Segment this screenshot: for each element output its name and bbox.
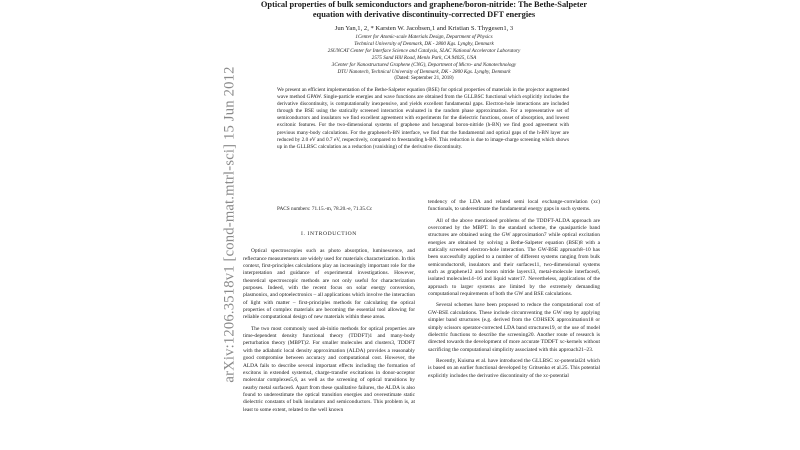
arxiv-stamp-text: arXiv:1206.3518v1 [cond-mat.mtrl-sci] 15 Jun 2012 (221, 65, 238, 383)
affiliation-line: DTU Nanotech, Technical University of Denmark, DK - 2800 Kgs. Lyngby, Denmark (337, 68, 511, 75)
paragraph: tendency of the LDA and related semi local exchange-correlation (xc) functionals, to underestimate the fundamental energy gaps in such systems. (428, 199, 600, 213)
arxiv-stamp (219, 6, 241, 442)
author-list: Jun Yan,1, 2, * Karsten W. Jacobsen,1 and Kristian S. Thygesen1, 3 (334, 25, 514, 32)
left-column (243, 231, 415, 414)
paper-title: Optical properties of bulk semiconductors and graphene/boron-nitride: The Bethe-Salpeter equation with derivative discontinuity-corrected DFT energies (260, 0, 588, 19)
paragraph: The two most commonly used ab-initio methods for optical properties are time-dependent density functional theory (TDDFT)1 and many-body perturbation theory (MBPT)2. For smaller molecules and clusters3, TDDFT with the adiabatic local density approximation (ALDA) provides a reasonably good compromise between accuracy and computational cost. However, the ALDA fails to describe several important effects including the formation of excitons in extended systems4, charge-transfer excitations in donor-acceptor molecular complexes5,6, as well as the screening of optical transitions by nearby metal surfaces6. Apart from these qualitative failures, the ALDA is also found to underestimate the optical transition energies and overestimate static dielectric constants of bulk insulators and semiconductors. This problem is, at least to some extent, related to the well known (243, 325, 415, 413)
section-heading: I. INTRODUCTION (301, 231, 357, 237)
affiliation-line: Technical University of Denmark, DK - 2800 Kgs. Lyngby, Denmark (354, 40, 494, 47)
right-column (428, 199, 600, 380)
paragraph: Optical spectroscopies such as photo absorption, luminescence, and reflectance measurements are widely used for materials characterization. In this context, first-principles calculations play an increasingly important role for the interpretation and guidance of experimental investigations. However, theoretical spectroscopic methods are not only useful for characterization purposes. Indeed, with the recent focus on solar energy conversion, plasmonics, and optoelectronics – all applications which involve the interaction of light with matter – first-principles methods for calculating the optical properties of complex materials are becoming the essential tool allowing for reliable computational design of new materials within these areas. (243, 248, 415, 321)
paragraph: Several schemes have been proposed to reduce the computational cost of GW-BSE calculations. These include circumventing the GW step by applying simpler band structures (e.g. derived from the COHSEX approximation18 or simply scissors operator-corrected LDA band structures19, or the use of model dielectric functions to describe the screening20. Another route of research is directed towards the development of more accurate TDDFT xc-kernels without sacrificing the computational simplicity associated with this approach21–23. (428, 302, 600, 353)
affiliation-line: 3Center for Nanostructured Graphene (CNG), Department of Micro- and Nanotechnology (331, 61, 517, 68)
abstract: We present an efficient implementation of the Bethe-Salpeter equation (BSE) for optical properties of materials in the projector augmented wave method GPAW. Single-particle energies and wave functions are obtained from the GLLBSC functional which explicitly includes the derivative discontinuity, is computationally inexpensive, and yields excellent fundamental gaps. Electron-hole interactions are included through the BSE using the statically screened interaction evaluated in the random phase approximation. For a representative set of semiconductors and insulators we find excellent agreement with experiments for the dielectric functions, onset of absorption, and lowest excitonic features. For the two-dimensional systems of graphene and hexagonal boron-nitride (h-BN) we find good agreement with previous many-body calculations. For the graphene/h-BN interface, we find that the fundamental and optical gaps of the h-BN layer are reduced by 2.0 eV and 0.7 eV, respectively, compared to freestanding h-BN. This reduction is due to image-charge screening which shows up in the GLLBSC calculation as a reduction (vanishing) of the derivative discontinuity. (277, 87, 569, 150)
affiliations (248, 34, 600, 82)
affiliation-line: 2SUNCAT Center for Interface Science and Catalysis, SLAC National Accelerator Laboratory (327, 47, 521, 54)
paragraph: Recently, Kuisma et al. have introduced the GLLBSC xc-potential24 which is based on an earlier functional developed by Gritsenko et al.25. This potential explicitly includes the derivative discontinuity of the xc-potential (428, 357, 600, 379)
pacs-numbers: PACS numbers: 71.15.-m, 78.20.-e, 71.35.Cc (277, 206, 373, 212)
affiliation-line: 2575 Sand Hill Road, Menlo Park, CA 94025, USA (371, 54, 477, 61)
affiliation-line: 1Center for Atomic-scale Materials Design, Department of Physics (355, 34, 493, 40)
paragraph: All of the above mentioned problems of the TDDFT-ALDA approach are overcomed by the MBPT. In the standard scheme, the quasiparticle band structures are obtained using the GW approximation7 while optical excitation energies are obtained by solving a Bethe-Salpeter equation (BSE)8 with a statically screened electron-hole interaction. The GW-BSE approach8–10 has been successfully applied to a number of different systems ranging from bulk semiconductors8, insulators and their surfaces11, two-dimensional systems such as graphene12 and boron nitride layers13, metal-molecule interfaces6, isolated molecules14–16 and liquid water17. Nevertheless, applications of the approach to larger systems are limited by the extremely demanding computational requirements of both the GW and BSE calculations. (428, 217, 600, 298)
dated-line: (Dated: September 21, 2018) (394, 75, 454, 82)
